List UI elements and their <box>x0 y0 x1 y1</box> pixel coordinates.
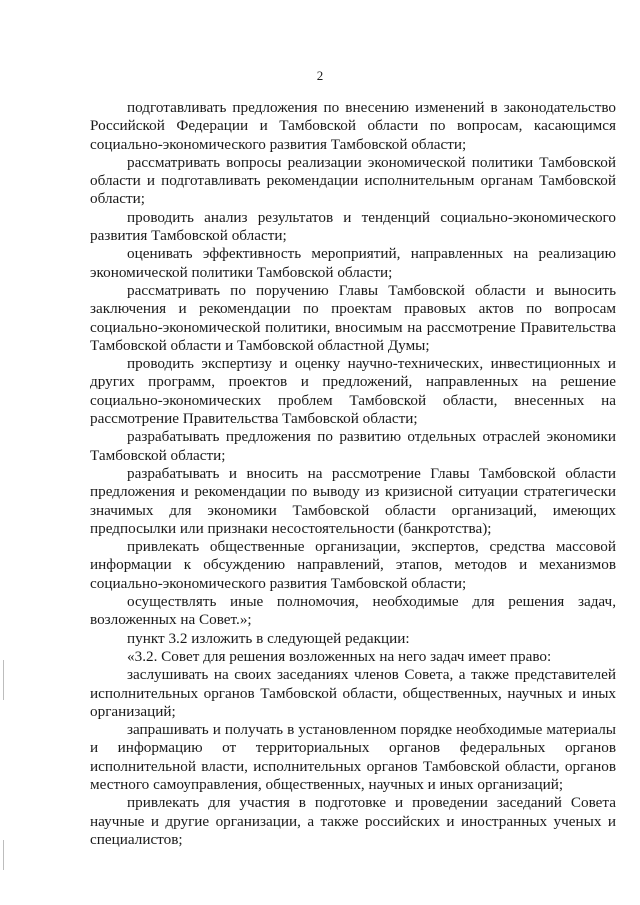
paragraph: рассматривать по поручению Главы Тамбовской области и выносить заключения и рекомендации по проектам правовых актов по вопросам социально-экономической политики, вносимым на рассмотрение Правительства Тамбовской области и Тамбовской областной Думы; <box>90 281 616 354</box>
paragraph: разрабатывать и вносить на рассмотрение Главы Тамбовской области предложения и рекомендации по выводу из кризисной ситуации стратегически значимых для экономики Тамбовской области организаций, имеющих предпосылки или признаки несостоятельности (банкротства); <box>90 464 616 537</box>
paragraph: осуществлять иные полномочия, необходимые для решения задач, возложенных на Совет.»; <box>90 593 616 629</box>
paragraph: проводить экспертизу и оценку научно-технических, инвестиционных и других программ, проектов и предложений, направленных на решение социально-экономических проблем Тамбовской области, внесенных на рассмотрение Правительства Тамбовской области; <box>90 355 616 428</box>
paragraph: разрабатывать предложения по развитию отдельных отраслей экономики Тамбовской области; <box>90 428 616 464</box>
paragraph: рассматривать вопросы реализации экономической политики Тамбовской области и подготавливать рекомендации исполнительным органам Тамбовской области; <box>90 153 616 208</box>
paragraph: оценивать эффективность мероприятий, направленных на реализацию экономической политики Тамбовской области; <box>90 245 616 281</box>
paragraph: привлекать общественные организации, экспертов, средства массовой информации к обсуждению направлений, этапов, методов и механизмов социально-экономического развития Тамбовской области; <box>90 538 616 592</box>
paragraph: запрашивать и получать в установленном порядке необходимые материалы и информацию от территориальных органов федеральных органов исполнительной власти, исполнительных органов Тамбовской области, органов местного самоуправления, общественных, научных и иных организаций; <box>90 721 616 793</box>
scan-edge-mark <box>3 660 4 700</box>
paragraph: подготавливать предложения по внесению изменений в законодательство Российской Федерации и Тамбовской области по вопросам, касающимся социально-экономического развития Тамбовской области; <box>90 99 616 153</box>
document-body <box>90 99 616 849</box>
paragraph: «3.2. Совет для решения возложенных на него задач имеет право: <box>127 647 552 665</box>
paragraph: проводить анализ результатов и тенденций социально-экономического развития Тамбовской области; <box>90 208 616 245</box>
paragraph: заслушивать на своих заседаниях членов Совета, а также представителей исполнительных органов Тамбовской области, общественных, научных и иных организаций; <box>90 666 616 720</box>
page-number: 2 <box>316 68 324 83</box>
paragraph: пункт 3.2 изложить в следующей редакции: <box>127 629 410 647</box>
scan-edge-mark <box>3 840 4 870</box>
paragraph: привлекать для участия в подготовке и проведении заседаний Совета научные и другие организации, а также российских и иностранных ученых и специалистов; <box>90 794 616 848</box>
